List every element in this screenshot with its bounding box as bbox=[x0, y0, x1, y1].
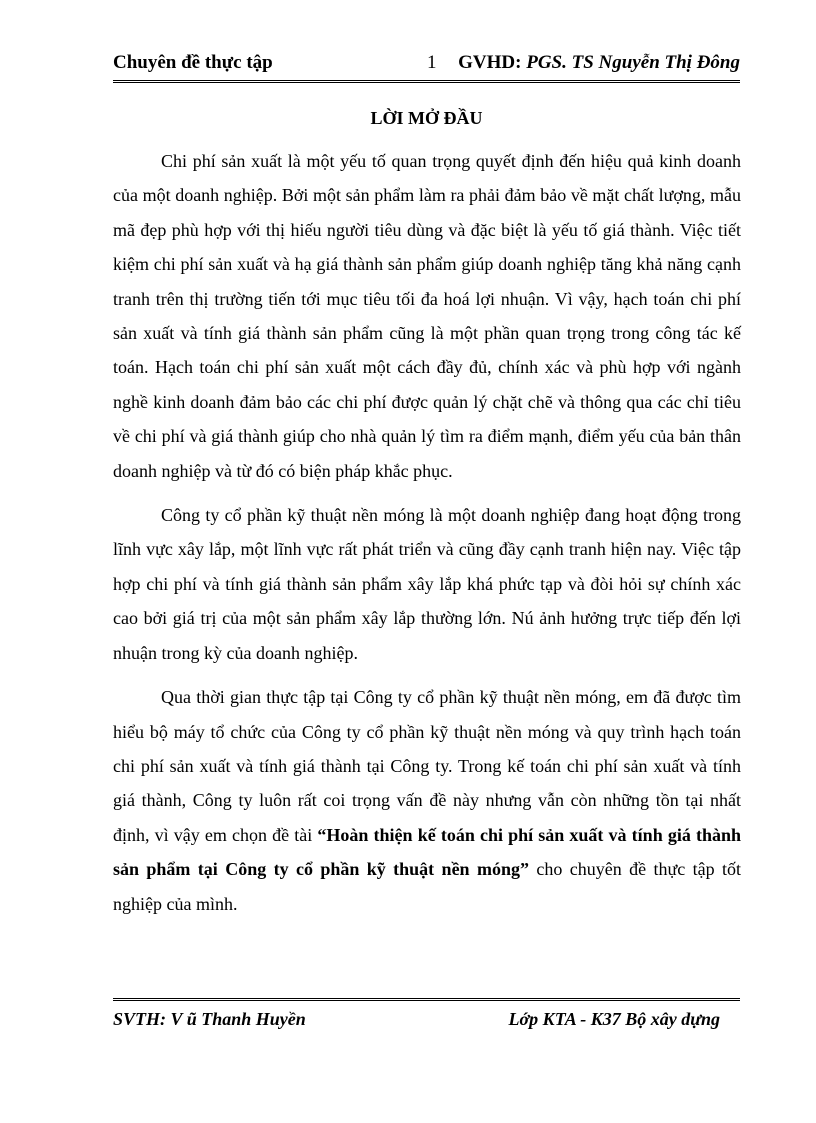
page-footer bbox=[113, 998, 740, 1041]
header-course-title: Chuyên đề thực tập bbox=[113, 52, 273, 73]
paragraph-3-start: Qua thời gian thực tập tại Công ty cổ phần kỹ thuật nền móng, em đã được tìm hiểu bộ máy tổ chức của Công ty cổ phần kỹ thuật nền móng và quy trình hạch toán chi phí sản xuất và tính giá thành tại Công ty. Trong kế toán chi phí sản xuất và tính giá thành, Công ty luôn rất coi trọng vấn đề này nhưng vẫn còn những tồn tại nhất định, vì vậy em chọn đề tài bbox=[113, 687, 741, 845]
paragraph-1: Chi phí sản xuất là một yếu tố quan trọng quyết định đến hiệu quả kinh doanh của một doanh nghiệp. Bởi một sản phẩm làm ra phải đảm bảo về mặt chất lượng, mẫu mã đẹp phù hợp với thị hiếu người tiêu dùng và đặc biệt là yếu tố giá thành. Việc tiết kiệm chi phí sản xuất và hạ giá thành sản phẩm giúp doanh nghiệp tăng khả năng cạnh tranh trên thị trường tiến tới mục tiêu tối đa hoá lợi nhuận. Vì vậy, hạch toán chi phí sản xuất và tính giá thành sản phẩm cũng là một phần quan trọng trong công tác kế toán. Hạch toán chi phí sản xuất một cách đầy đủ, chính xác và phù hợp với ngành nghề kinh doanh đảm bảo các chi phí được quản lý chặt chẽ và thông qua các chỉ tiêu về chi phí và giá thành giúp cho nhà quản lý tìm ra điểm mạnh, điểm yếu của bản thân doanh nghiệp và từ đó có biện pháp khắc phục. bbox=[113, 151, 741, 481]
header-supervisor-label: GVHD: bbox=[458, 52, 527, 73]
document-body bbox=[113, 144, 741, 931]
header-supervisor-name: PGS. TS Nguyễn Thị Đông bbox=[526, 52, 740, 73]
page-title: LỜI MỞ ĐẦU bbox=[370, 108, 483, 128]
thesis-topic: “Hoàn thiện kế toán chi phí sản xuất và tính giá thành sản phẩm tại Công ty cổ phần kỹ thuật nền móng” bbox=[113, 824, 741, 880]
page-header bbox=[113, 52, 740, 83]
footer-student: SVTH: V ũ Thanh Huyền bbox=[113, 1009, 306, 1029]
paragraph-3 bbox=[113, 680, 741, 921]
footer-class: Lớp KTA - K37 Bộ xây dựng bbox=[508, 1009, 720, 1029]
page-number: 1 bbox=[427, 52, 437, 73]
header-supervisor bbox=[458, 52, 740, 74]
paragraph-2: Công ty cổ phần kỹ thuật nền móng là một doanh nghiệp đang hoạt động trong lĩnh vực xây lắp, một lĩnh vực rất phát triển và cũng đầy cạnh tranh hiện nay. Việc tập hợp chi phí và tính giá thành sản phẩm xây lắp khá phức tạp và đòi hỏi sự chính xác cao bởi giá trị của một sản phẩm xây lắp thường lớn. Nú ảnh hưởng trực tiếp đến lợi nhuận trong kỳ của doanh nghiệp. bbox=[113, 505, 741, 663]
paragraph-3-end: cho chuyên đề thực tập tốt nghiệp của mình. bbox=[113, 859, 741, 914]
